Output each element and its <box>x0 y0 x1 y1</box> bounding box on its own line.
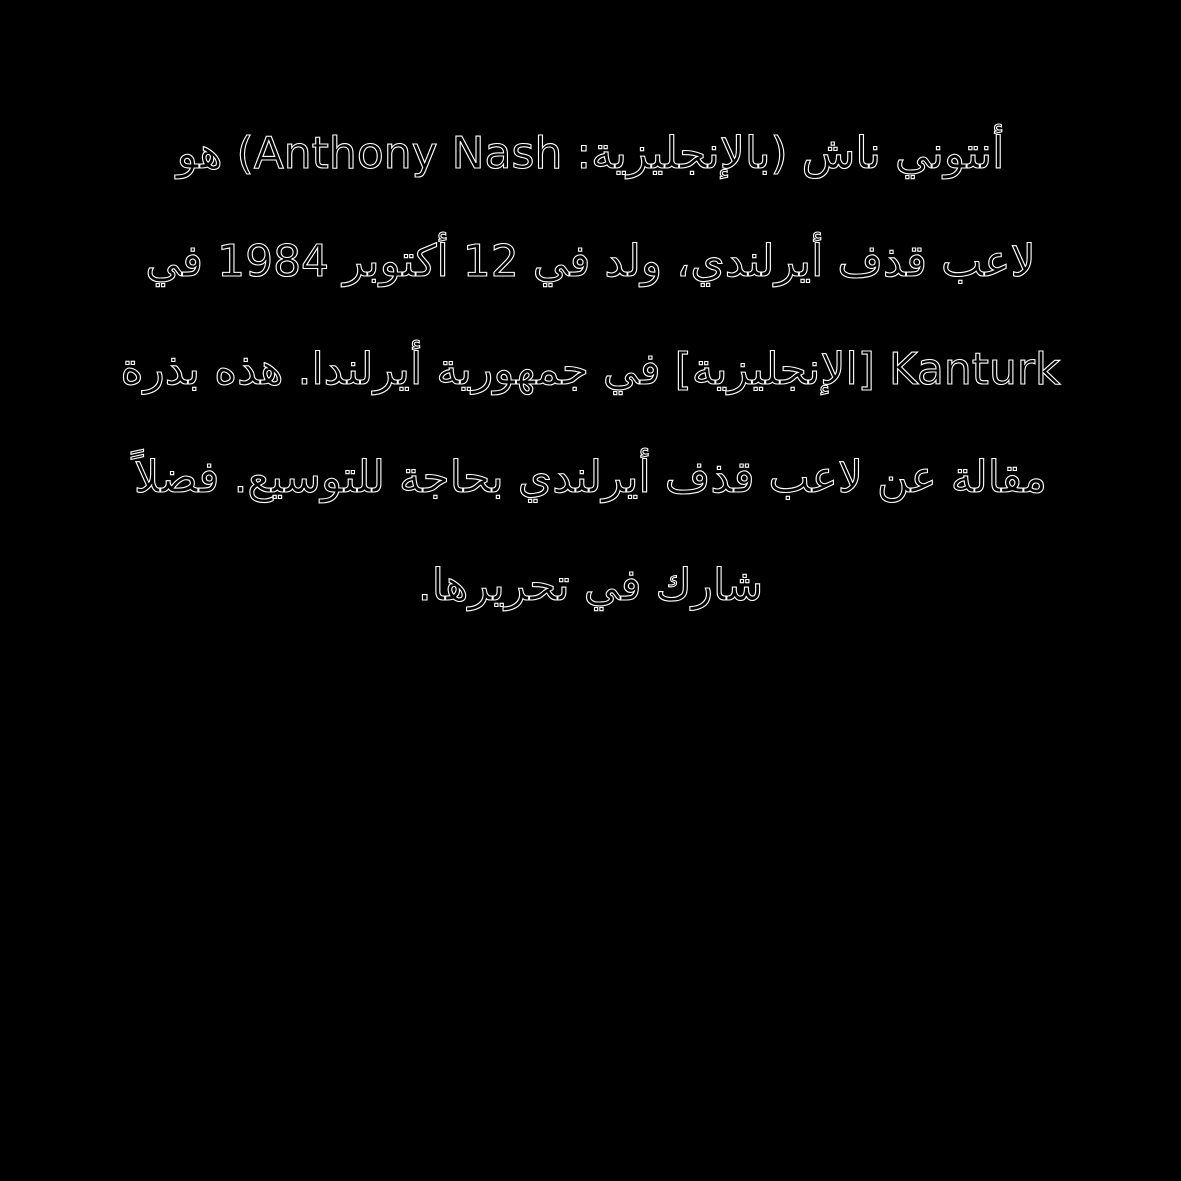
article-line-3: Kanturk [الإنجليزية] في جمهورية أيرلندا. هذه بذرة <box>120 344 1061 395</box>
article-line-2: لاعب قذف أيرلندي، ولد في 12 أكتوبر 1984 في <box>145 236 1036 287</box>
article-line-5: شارك في تحريرها. <box>417 560 764 611</box>
article-line-1: أنتوني ناش (بالإنجليزية: Anthony Nash) هو <box>176 128 1005 179</box>
article-stub-paragraph <box>80 100 1101 640</box>
article-line-4: مقالة عن لاعب قذف أيرلندي بحاجة للتوسيع. فضلاً <box>134 452 1047 503</box>
